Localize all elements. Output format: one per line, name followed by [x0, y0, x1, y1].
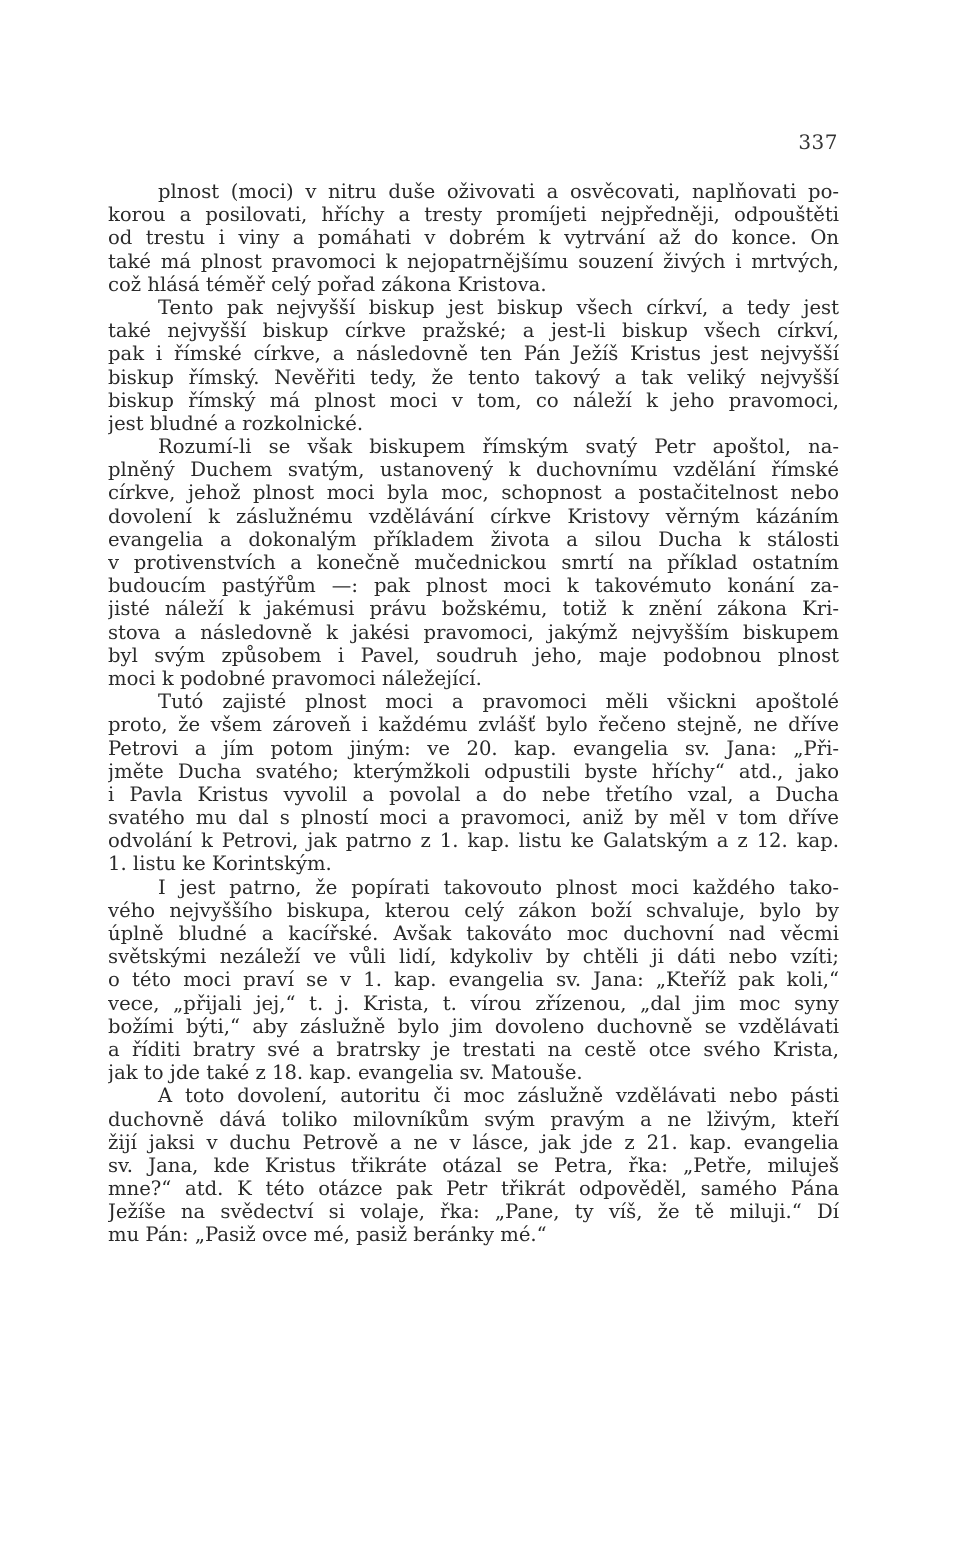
text-line: mne?“ atd. K této otázce pak Petr třikrát odpověděl, samého Pána — [108, 1177, 839, 1201]
text-line: jak to jde také z 18. kap. evangelia sv. Matouše. — [108, 1061, 583, 1085]
text-line: jměte Ducha svatého; kterýmžkoli odpustili byste hříchy“ atd., jako — [108, 759, 839, 783]
text-line: plněný Duchem svatým, ustanovený k duchovnímu vzdělání římské — [108, 458, 839, 482]
text-line: Tento pak nejvyšší biskup jest biskup všech církví, a tedy jest — [158, 295, 839, 319]
paragraph — [108, 1084, 839, 1246]
text-line: Rozumí-li se však biskupem římským svatý Petr apoštol, na- — [158, 435, 839, 459]
paragraph — [108, 690, 839, 876]
text-line: svatého mu dal s plností moci a pravomoci, aniž by měl v tom dříve — [108, 806, 839, 830]
paragraph — [108, 180, 839, 296]
text-line: duchovně dává toliko milovníkům svým pravým a ne lživým, kteří — [108, 1107, 839, 1131]
text-line: v protivenstvích a konečně mučednickou smrtí na příklad ostatním — [108, 551, 839, 574]
text-line: korou a posilovati, hříchy a tresty promíjeti nejpředněji, odpouštěti — [108, 203, 839, 227]
text-line: Ježíše na svědectví si volaje, řka: „Pane, ty víš, že tě miluji.“ Dí — [108, 1200, 839, 1224]
text-line: také nejvyšší biskup církve pražské; a jest-li biskup všech církví, — [108, 319, 839, 343]
text-line: budoucím pastýřům —: pak plnost moci k takovémuto konání za- — [108, 574, 839, 598]
text-line: biskup římský. Nevěřiti tedy, že tento takový a tak veliký nejvyšší — [108, 365, 839, 389]
text-body — [108, 180, 839, 1247]
text-line: také má plnost pravomoci k nejopatrnějšímu souzení živých i mrtvých, — [108, 249, 839, 273]
paragraph — [108, 876, 839, 1085]
text-line: dovolení k záslužnému vzdělávání církve Kristovy věrným kázáním — [108, 504, 839, 528]
page-number: 337 — [798, 130, 838, 154]
text-line: církve, jehož plnost moci byla moc, schopnost a postačitelnost nebo — [108, 481, 839, 505]
text-line: což hlásá téměř celý pořad zákona Kristova. — [108, 272, 547, 296]
text-line: o této moci praví se v 1. kap. evangelia sv. Jana: „Kteříž pak koli,“ — [108, 968, 839, 992]
text-line: evangelia a dokonalým příkladem života a silou Ducha k stálosti — [108, 527, 839, 551]
text-line: sv. Jana, kde Kristus třikráte otázal se Petra, řka: „Petře, miluješ — [108, 1153, 839, 1177]
text-line: božími býti,“ aby záslužně bylo jim dovoleno duchovně se vzdělávati — [108, 1014, 839, 1038]
text-line: byl svým způsobem i Pavel, soudruh jeho, maje podobnou plnost — [108, 643, 839, 667]
text-line: úplně bludné a kacířské. Avšak takováto moc duchovní nad věcmi — [108, 922, 839, 945]
text-line: stova a následovně k jakési pravomoci, jakýmž nejvyšším biskupem — [108, 620, 839, 644]
text-line: a říditi bratry své a bratrsky je trestati na cestě otce svého Krista, — [108, 1037, 839, 1061]
text-line: jest bludné a rozkolnické. — [108, 411, 364, 435]
text-line: vého nejvyššího biskupa, kterou celý zákon boží schvaluje, bylo by — [108, 898, 839, 922]
text-line: biskup římský má plnost moci v tom, co náleží k jeho pravomoci, — [108, 388, 839, 412]
text-line: žijí jaksi v duchu Petrově a ne v lásce, jak jde z 21. kap. evangelia — [108, 1130, 839, 1154]
text-line: Tutó zajisté plnost moci a pravomoci měli všickni apoštolé — [158, 690, 839, 714]
paragraph — [108, 296, 839, 435]
text-line: odvolání k Petrovi, jak patrno z 1. kap. listu ke Galatským a z 12. kap. — [108, 829, 839, 853]
text-line: moci k podobné pravomoci náležející. — [108, 666, 482, 690]
text-line: A toto dovolení, autoritu či moc záslužně vzdělávati nebo pásti — [158, 1084, 839, 1108]
text-line: proto, že všem zároveň i každému zvlášť bylo řečeno stejně, ne dříve — [108, 713, 839, 737]
text-line: pak i římské církve, a následovně ten Pán Ježíš Kristus jest nejvyšší — [108, 342, 839, 366]
paragraph — [108, 435, 839, 690]
text-line: plnost (moci) v nitru duše oživovati a osvěcovati, naplňovati po- — [158, 180, 839, 203]
text-line: I jest patrno, že popírati takovouto plnost moci každého tako- — [158, 875, 839, 899]
text-line: mu Pán: „Pasiž ovce mé, pasiž beránky mé.“ — [108, 1223, 547, 1247]
text-line: vece, „přijali jej,“ t. j. Krista, t. vírou zřízenou, „dal jim moc syny — [108, 991, 839, 1015]
text-line: světskými nezáleží ve vůli lidí, kdykoliv by chtěli ji dáti nebo vzíti; — [108, 945, 839, 969]
text-line: jisté náleží k jakémusi právu božskému, totiž k znění zákona Kri- — [108, 597, 839, 621]
text-line: i Pavla Kristus vyvolil a povolal a do nebe třetího vzal, a Ducha — [108, 782, 839, 806]
text-line: Petrovi a jím potom jiným: ve 20. kap. evangelia sv. Jana: „Při- — [108, 736, 839, 760]
text-line: 1. listu ke Korintským. — [108, 852, 332, 876]
text-line: od trestu i viny a pomáhati v dobrém k vytrvání až do konce. On — [108, 226, 839, 250]
